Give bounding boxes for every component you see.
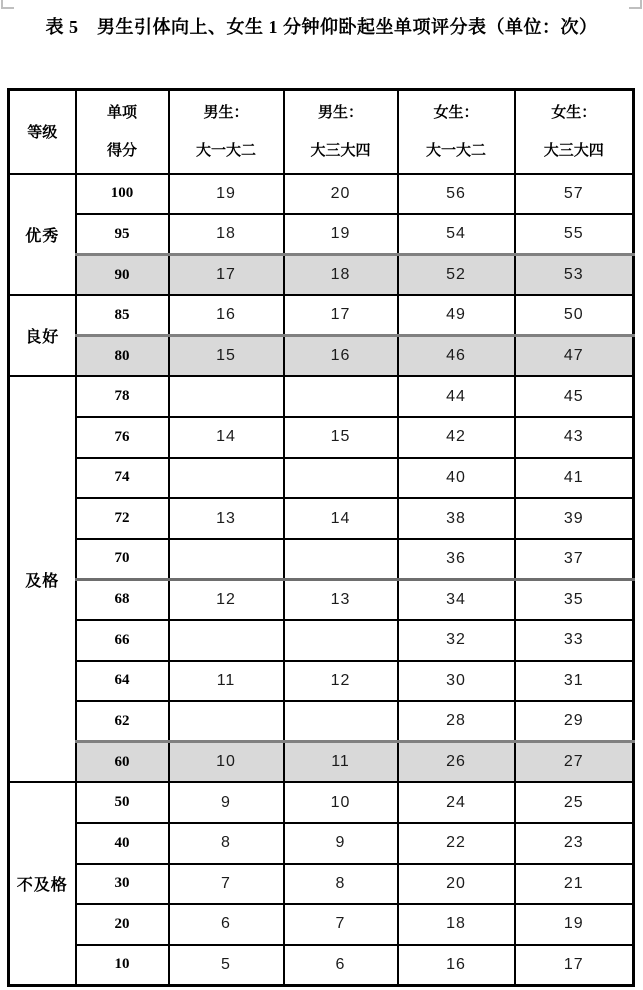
table-row-shaded bbox=[9, 742, 634, 783]
value-cell: 33 bbox=[515, 620, 634, 661]
value-cell bbox=[284, 539, 398, 580]
value-cell: 6 bbox=[169, 904, 284, 945]
value-cell: 31 bbox=[515, 661, 634, 702]
value-cell: 18 bbox=[169, 214, 284, 255]
value-cell: 13 bbox=[284, 579, 398, 620]
score-cell: 74 bbox=[76, 458, 169, 499]
value-cell: 35 bbox=[515, 579, 634, 620]
header-grade: 等级 bbox=[9, 90, 76, 174]
value-cell: 9 bbox=[284, 823, 398, 864]
value-cell bbox=[284, 376, 398, 417]
table-row bbox=[9, 214, 634, 255]
value-cell: 46 bbox=[398, 336, 515, 377]
score-cell: 85 bbox=[76, 295, 169, 336]
value-cell: 7 bbox=[284, 904, 398, 945]
value-cell bbox=[169, 376, 284, 417]
score-cell: 76 bbox=[76, 417, 169, 458]
table-row-shaded bbox=[9, 336, 634, 377]
value-cell: 24 bbox=[398, 782, 515, 823]
value-cell bbox=[169, 620, 284, 661]
value-cell: 30 bbox=[398, 661, 515, 702]
value-cell: 19 bbox=[515, 904, 634, 945]
table-row bbox=[9, 904, 634, 945]
value-cell bbox=[284, 701, 398, 742]
header-score-line1: 单项 bbox=[106, 104, 137, 121]
value-cell: 32 bbox=[398, 620, 515, 661]
value-cell: 38 bbox=[398, 498, 515, 539]
value-cell: 18 bbox=[398, 904, 515, 945]
header-male-grade34-line1: 男生： bbox=[317, 104, 363, 121]
header-male-grade12-line2: 大一大二 bbox=[195, 142, 256, 159]
grade-cell-good: 良好 bbox=[9, 295, 76, 376]
header-female-grade12-line2: 大一大二 bbox=[425, 142, 486, 159]
value-cell: 17 bbox=[515, 945, 634, 986]
value-cell: 9 bbox=[169, 782, 284, 823]
value-cell: 47 bbox=[515, 336, 634, 377]
table-row bbox=[9, 376, 634, 417]
value-cell: 43 bbox=[515, 417, 634, 458]
header-female-grade12-line1: 女生： bbox=[433, 104, 479, 121]
table-row bbox=[9, 823, 634, 864]
score-cell: 95 bbox=[76, 214, 169, 255]
value-cell: 45 bbox=[515, 376, 634, 417]
score-cell: 66 bbox=[76, 620, 169, 661]
value-cell bbox=[169, 539, 284, 580]
header-male-grade12-line1: 男生： bbox=[203, 104, 249, 121]
score-cell: 78 bbox=[76, 376, 169, 417]
value-cell: 17 bbox=[169, 255, 284, 296]
table-row bbox=[9, 295, 634, 336]
table-row bbox=[9, 864, 634, 905]
value-cell: 11 bbox=[169, 661, 284, 702]
value-cell: 13 bbox=[169, 498, 284, 539]
value-cell: 42 bbox=[398, 417, 515, 458]
value-cell: 55 bbox=[515, 214, 634, 255]
page-break-corner-left bbox=[1, 0, 14, 9]
table-row bbox=[9, 579, 634, 620]
value-cell: 56 bbox=[398, 174, 515, 215]
score-cell: 30 bbox=[76, 864, 169, 905]
score-table bbox=[7, 88, 635, 987]
value-cell: 22 bbox=[398, 823, 515, 864]
score-cell: 100 bbox=[76, 174, 169, 215]
value-cell: 19 bbox=[284, 214, 398, 255]
value-cell: 5 bbox=[169, 945, 284, 986]
value-cell: 41 bbox=[515, 458, 634, 499]
table-row bbox=[9, 498, 634, 539]
value-cell: 20 bbox=[284, 174, 398, 215]
value-cell: 29 bbox=[515, 701, 634, 742]
value-cell: 21 bbox=[515, 864, 634, 905]
score-cell: 64 bbox=[76, 661, 169, 702]
value-cell bbox=[284, 620, 398, 661]
value-cell: 16 bbox=[284, 336, 398, 377]
header-male-grade34 bbox=[284, 90, 398, 174]
value-cell: 11 bbox=[284, 742, 398, 783]
value-cell: 8 bbox=[284, 864, 398, 905]
table-title: 表 5 男生引体向上、女生 1 分钟仰卧起坐单项评分表（单位：次） bbox=[45, 17, 598, 37]
score-cell: 60 bbox=[76, 742, 169, 783]
value-cell: 54 bbox=[398, 214, 515, 255]
value-cell: 19 bbox=[169, 174, 284, 215]
value-cell: 27 bbox=[515, 742, 634, 783]
value-cell: 12 bbox=[284, 661, 398, 702]
value-cell: 16 bbox=[398, 945, 515, 986]
score-cell: 40 bbox=[76, 823, 169, 864]
value-cell: 15 bbox=[284, 417, 398, 458]
table-row bbox=[9, 620, 634, 661]
header-score bbox=[76, 90, 169, 174]
header-female-grade34-line1: 女生： bbox=[551, 104, 597, 121]
value-cell: 23 bbox=[515, 823, 634, 864]
table-header-row bbox=[9, 90, 634, 174]
score-cell: 10 bbox=[76, 945, 169, 986]
value-cell: 53 bbox=[515, 255, 634, 296]
value-cell: 10 bbox=[169, 742, 284, 783]
page-break-corner-right bbox=[629, 0, 642, 9]
value-cell: 18 bbox=[284, 255, 398, 296]
value-cell: 36 bbox=[398, 539, 515, 580]
value-cell: 44 bbox=[398, 376, 515, 417]
score-cell: 62 bbox=[76, 701, 169, 742]
header-male-grade12 bbox=[169, 90, 284, 174]
score-cell: 90 bbox=[76, 255, 169, 296]
value-cell: 26 bbox=[398, 742, 515, 783]
score-cell: 80 bbox=[76, 336, 169, 377]
table-row bbox=[9, 945, 634, 986]
value-cell bbox=[169, 458, 284, 499]
value-cell: 34 bbox=[398, 579, 515, 620]
value-cell: 7 bbox=[169, 864, 284, 905]
value-cell: 50 bbox=[515, 295, 634, 336]
table-row bbox=[9, 661, 634, 702]
value-cell: 12 bbox=[169, 579, 284, 620]
value-cell: 52 bbox=[398, 255, 515, 296]
table-row bbox=[9, 539, 634, 580]
score-cell: 72 bbox=[76, 498, 169, 539]
grade-cell-fail: 不及格 bbox=[9, 782, 76, 985]
table-row bbox=[9, 417, 634, 458]
header-female-grade34 bbox=[515, 90, 634, 174]
grade-cell-excellent: 优秀 bbox=[9, 174, 76, 296]
value-cell: 10 bbox=[284, 782, 398, 823]
value-cell: 25 bbox=[515, 782, 634, 823]
table-row-shaded bbox=[9, 255, 634, 296]
value-cell: 20 bbox=[398, 864, 515, 905]
value-cell: 57 bbox=[515, 174, 634, 215]
score-cell: 20 bbox=[76, 904, 169, 945]
header-female-grade12 bbox=[398, 90, 515, 174]
score-cell: 70 bbox=[76, 539, 169, 580]
value-cell: 15 bbox=[169, 336, 284, 377]
score-cell: 68 bbox=[76, 579, 169, 620]
table-row bbox=[9, 458, 634, 499]
value-cell bbox=[169, 701, 284, 742]
header-male-grade34-line2: 大三大四 bbox=[310, 142, 371, 159]
value-cell: 39 bbox=[515, 498, 634, 539]
value-cell: 8 bbox=[169, 823, 284, 864]
score-cell: 50 bbox=[76, 782, 169, 823]
table-row bbox=[9, 174, 634, 215]
value-cell: 40 bbox=[398, 458, 515, 499]
value-cell: 17 bbox=[284, 295, 398, 336]
value-cell: 16 bbox=[169, 295, 284, 336]
grade-cell-pass: 及格 bbox=[9, 376, 76, 782]
value-cell: 14 bbox=[169, 417, 284, 458]
value-cell: 37 bbox=[515, 539, 634, 580]
value-cell: 6 bbox=[284, 945, 398, 986]
header-female-grade34-line2: 大三大四 bbox=[543, 142, 604, 159]
table-row bbox=[9, 782, 634, 823]
value-cell: 28 bbox=[398, 701, 515, 742]
table-row bbox=[9, 701, 634, 742]
header-score-line2: 得分 bbox=[106, 142, 137, 159]
value-cell: 14 bbox=[284, 498, 398, 539]
value-cell bbox=[284, 458, 398, 499]
value-cell: 49 bbox=[398, 295, 515, 336]
